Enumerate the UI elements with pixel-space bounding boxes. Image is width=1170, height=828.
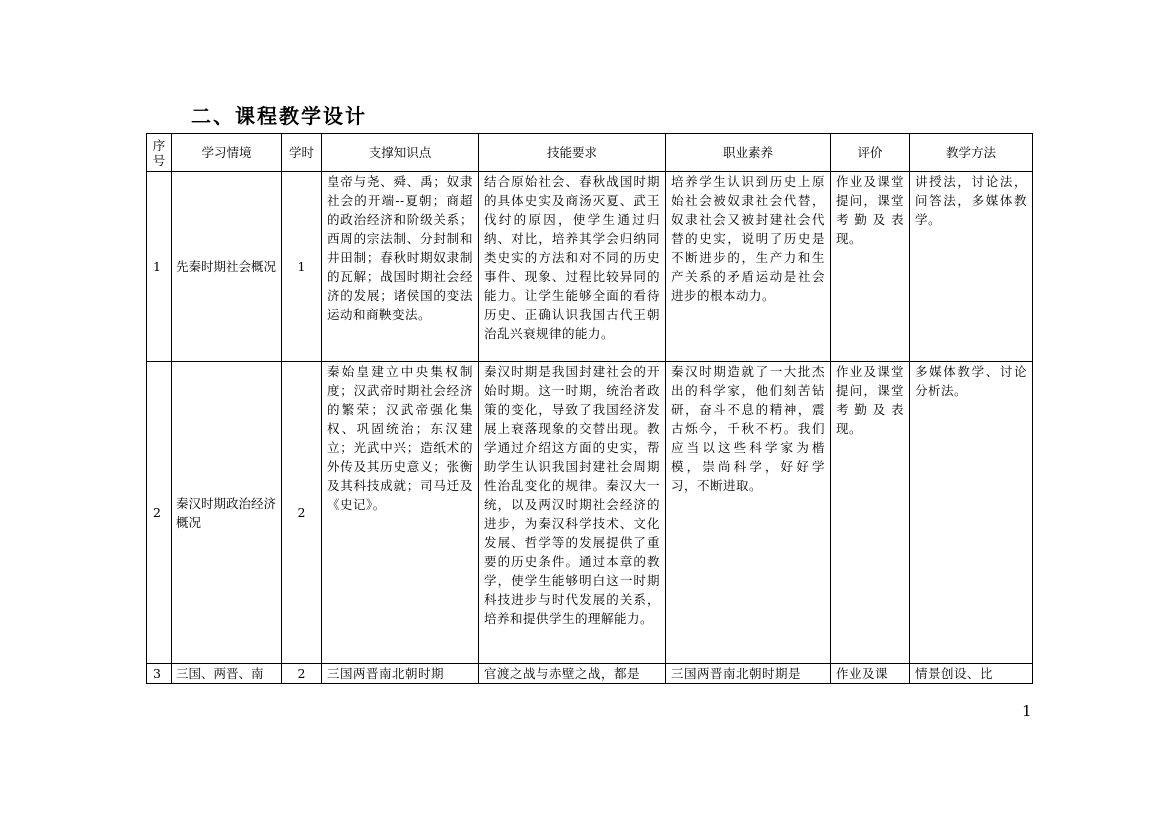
cell-method: 多媒体教学、讨论分析法。: [910, 362, 1033, 664]
header-situation: 学习情境: [172, 134, 282, 172]
cell-no: 2: [147, 362, 172, 664]
page-number: 1: [1022, 702, 1032, 720]
table-row: [147, 362, 1033, 664]
cell-method: 讲授法，讨论法，问答法，多媒体教学。: [910, 172, 1033, 362]
cell-knowledge: 皇帝与尧、舜、禹；奴隶社会的开端--夏朝；商超的政治经济和阶级关系；西周的宗法制、分封制和井田制；春秋时期奴隶制的瓦解；战国时期社会经济的发展；诸侯国的变法运动和商鞅变法。: [322, 172, 479, 362]
cell-hours: 2: [282, 664, 322, 684]
cell-no: 3: [147, 664, 172, 684]
cell-literacy: 三国两晋南北朝时期是: [666, 664, 831, 684]
cell-literacy: 培养学生认识到历史上原始社会被奴隶社会代替，奴隶社会又被封建社会代替的史实，说明了历史是不断进步的，生产力和生产关系的矛盾运动是社会进步的根本动力。: [666, 172, 831, 362]
table-header-row: [147, 134, 1033, 172]
cell-literacy: 秦汉时期造就了一大批杰出的科学家，他们刻苦钻研，奋斗不息的精神，震古烁今，千秋不朽。我们应当以这些科学家为楷模，崇尚科学，好好学习，不断进取。: [666, 362, 831, 664]
cell-situation: 先秦时期社会概况: [172, 172, 282, 362]
cell-no: 1: [147, 172, 172, 362]
header-evaluation: 评价: [831, 134, 910, 172]
cell-hours: 2: [282, 362, 322, 664]
cell-situation: 秦汉时期政治经济概况: [172, 362, 282, 664]
cell-evaluation: 作业及课堂提问，课堂考勤及表现。: [831, 362, 910, 664]
header-method: 教学方法: [910, 134, 1033, 172]
section-title: 二、课程教学设计: [191, 104, 367, 128]
cell-situation: 三国、两晋、南: [172, 664, 282, 684]
cell-skills: 秦汉时期是我国封建社会的开始时期。这一时期，统治者政策的变化，导致了我国经济发展上衰落现象的交替出现。教学通过介绍这方面的史实，帮助学生认识我国封建社会周期性治乱变化的规律。秦汉大一统，以及两汉时期社会经济的进步，为秦汉科学技术、文化发展、哲学等的发展提供了重要的历史条件。通过本章的教学，使学生能够明白这一时期科技进步与时代发展的关系，培养和提供学生的理解能力。: [479, 362, 666, 664]
cell-evaluation: 作业及课堂提问，课堂考勤及表现。: [831, 172, 910, 362]
cell-evaluation: 作业及课: [831, 664, 910, 684]
cell-method: 情景创设、比: [910, 664, 1033, 684]
header-no: 序号: [147, 134, 172, 172]
cell-knowledge: 秦始皇建立中央集权制度；汉武帝时期社会经济的繁荣；汉武帝强化集权、巩固统治；东汉建立；光武中兴；造纸术的外传及其历史意义；张衡及其科技成就；司马迁及《史记》。: [322, 362, 479, 664]
header-hours: 学时: [282, 134, 322, 172]
header-knowledge: 支撑知识点: [322, 134, 479, 172]
cell-skills: 官渡之战与赤壁之战，都是: [479, 664, 666, 684]
course-design-table: [146, 133, 1033, 684]
cell-hours: 1: [282, 172, 322, 362]
cell-skills: 结合原始社会、春秋战国时期的具体史实及商汤灭夏、武王伐纣的原因，使学生通过归纳、对比，培养其学会归纳同类史实的方法和对不同的历史事件、现象、过程比较异同的能力。让学生能够全面的看待历史、正确认识我国古代王朝治乱兴衰规律的能力。: [479, 172, 666, 362]
table-row: [147, 664, 1033, 684]
table-row: [147, 172, 1033, 362]
cell-knowledge: 三国两晋南北朝时期: [322, 664, 479, 684]
header-skills: 技能要求: [479, 134, 666, 172]
header-literacy: 职业素养: [666, 134, 831, 172]
